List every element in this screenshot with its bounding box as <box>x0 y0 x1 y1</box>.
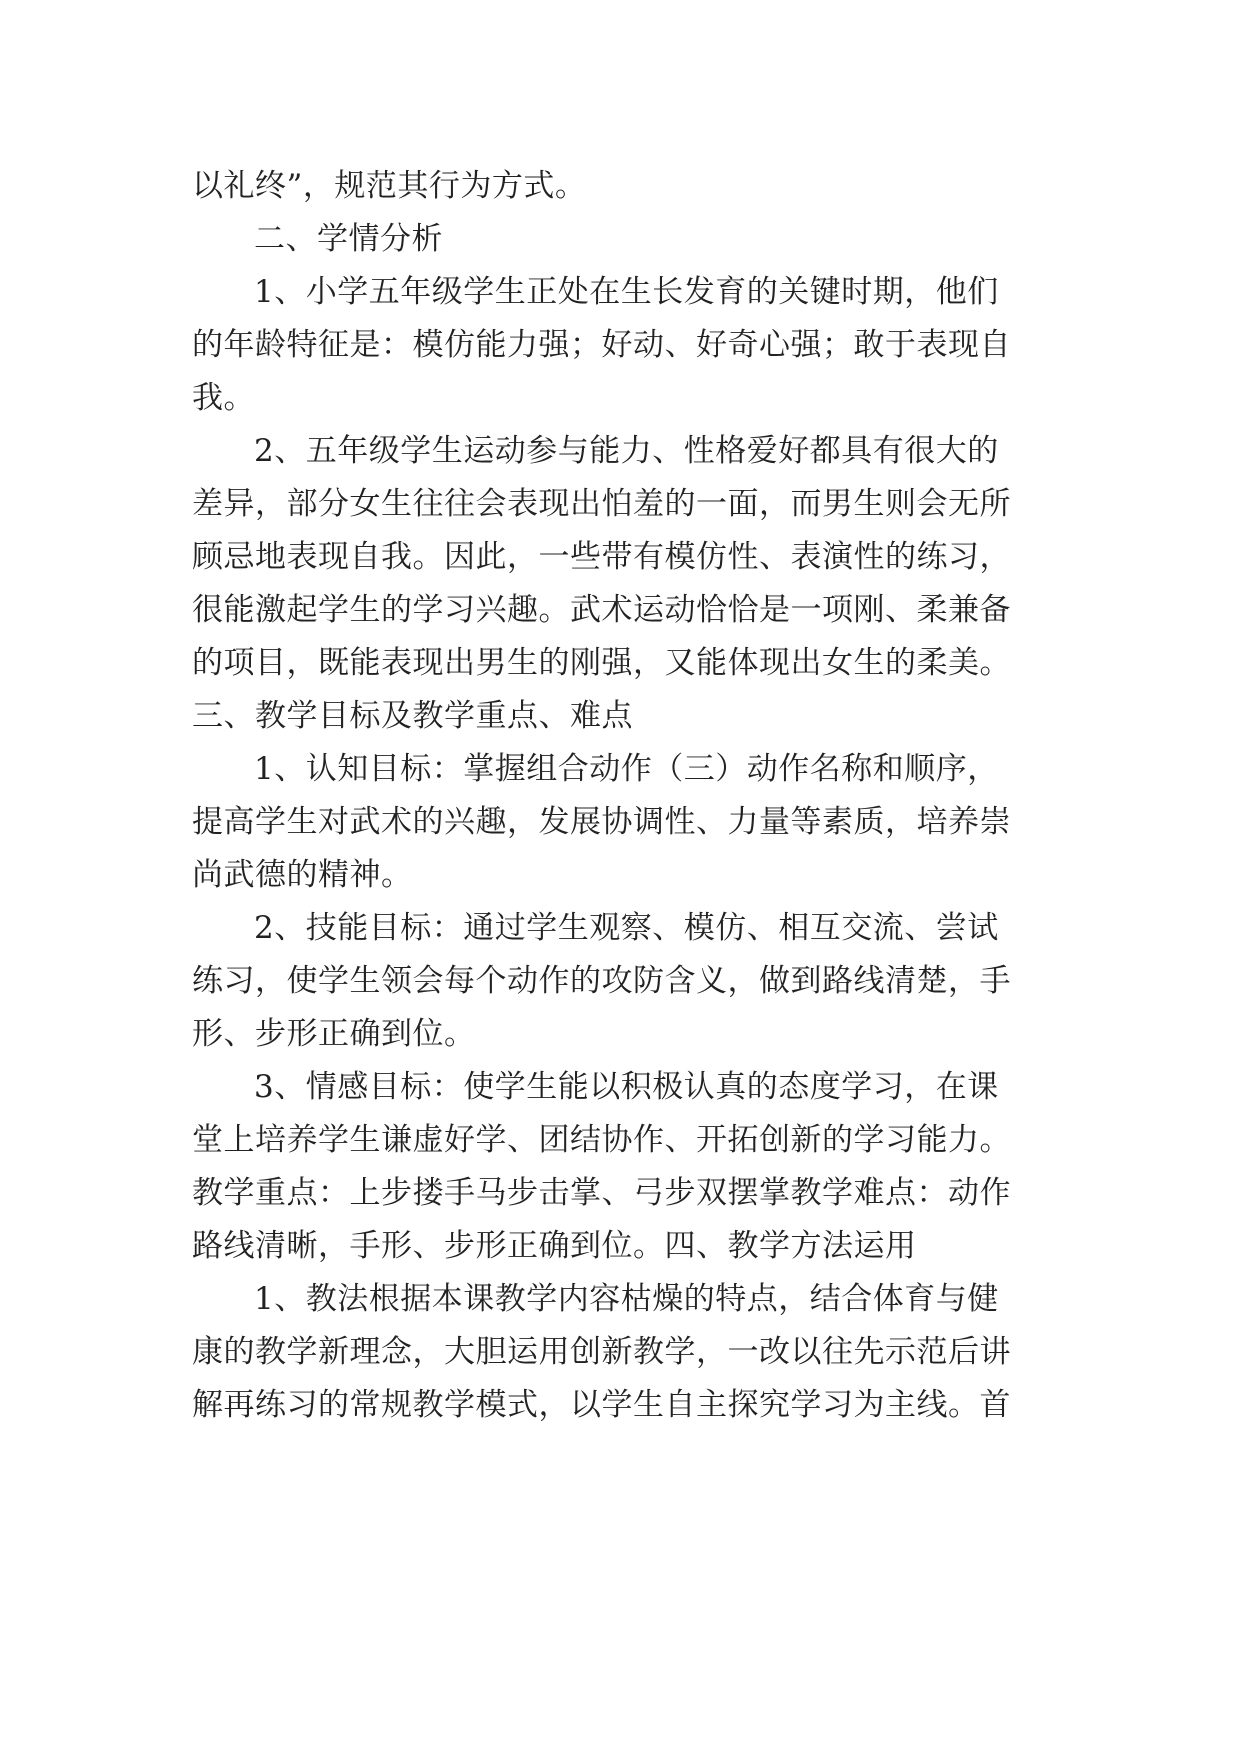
paragraph-line: 解再练习的常规教学模式，以学生自主探究学习为主线。首 <box>192 1387 1011 1423</box>
paragraph-line: 路线清晰，手形、步形正确到位。四、教学方法运用 <box>192 1228 917 1264</box>
paragraph-line: 尚武德的精神。 <box>192 857 413 893</box>
paragraph-line: 练习，使学生领会每个动作的攻防含义，做到路线清楚，手 <box>192 963 1011 999</box>
paragraph-line: 1、认知目标：掌握组合动作（三）动作名称和顺序， <box>254 751 999 787</box>
paragraph-line: 3、情感目标：使学生能以积极认真的态度学习，在课 <box>254 1069 999 1105</box>
paragraph-line: 康的教学新理念，大胆运用创新教学，一改以往先示范后讲 <box>192 1334 1011 1370</box>
paragraph-line: 1、小学五年级学生正处在生长发育的关键时期，他们 <box>254 274 999 310</box>
paragraph-line: 2、五年级学生运动参与能力、性格爱好都具有很大的 <box>254 433 999 469</box>
paragraph-line: 的年龄特征是：模仿能力强；好动、好奇心强；敢于表现自 <box>192 327 1011 363</box>
paragraph-line: 顾忌地表现自我。因此，一些带有模仿性、表演性的练习， <box>192 539 1011 575</box>
paragraph-line: 差异，部分女生往往会表现出怕羞的一面，而男生则会无所 <box>192 486 1011 522</box>
paragraph-line: 堂上培养学生谦虚好学、团结协作、开拓创新的学习能力。 <box>192 1122 1011 1158</box>
section-heading: 二、学情分析 <box>254 221 443 257</box>
paragraph-line: 1、教法根据本课教学内容枯燥的特点，结合体育与健 <box>254 1281 999 1317</box>
paragraph-line: 很能激起学生的学习兴趣。武术运动恰恰是一项刚、柔兼备 <box>192 592 1011 628</box>
paragraph-line: 形、步形正确到位。 <box>192 1016 476 1052</box>
paragraph-line: 我。 <box>192 380 255 416</box>
paragraph-line: 教学重点：上步搂手马步击掌、弓步双摆掌教学难点：动作 <box>192 1175 1011 1211</box>
paragraph-line: 提高学生对武术的兴趣，发展协调性、力量等素质，培养崇 <box>192 804 1011 840</box>
paragraph-line: 2、技能目标：通过学生观察、模仿、相互交流、尝试 <box>254 910 999 946</box>
section-heading: 三、教学目标及教学重点、难点 <box>192 698 633 734</box>
paragraph-line: 的项目，既能表现出男生的刚强，又能体现出女生的柔美。 <box>192 645 1011 681</box>
paragraph-line: 以礼终”，规范其行为方式。 <box>192 168 587 204</box>
